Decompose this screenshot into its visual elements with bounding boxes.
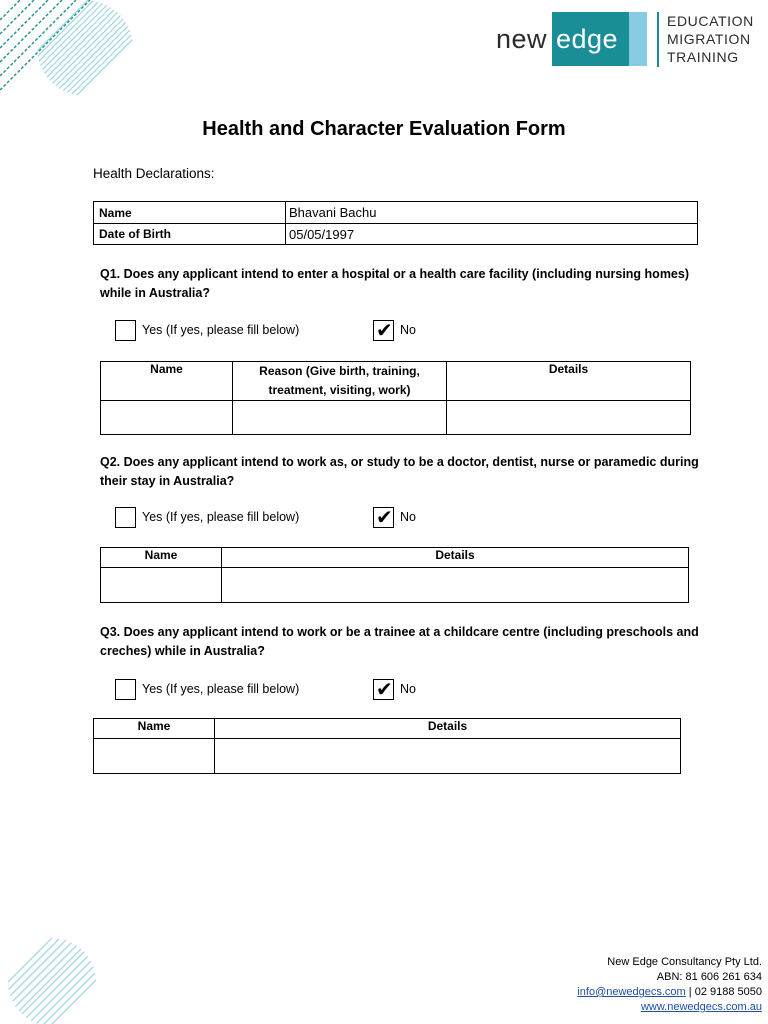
q1-no-checkbox[interactable] [373,320,394,341]
q1-no-label: No [400,323,416,337]
footer-email-link[interactable]: info@newedgecs.com [577,986,686,998]
question-3-text: Q3. Does any applicant intend to work or be a trainee at a childcare centre (including preschools and creches) while in Australia? [100,625,699,658]
q2-header-details: Details [222,548,689,568]
corner-pattern-top [0,0,140,100]
q2-yes-label: Yes (If yes, please fill below) [142,510,300,524]
footer-company: New Edge Consultancy Pty Ltd. [607,956,762,968]
q1-header-reason: Reason (Give birth, training, treatment, visiting, work) [233,362,447,401]
footer-phone: 02 9188 5050 [694,986,762,998]
footer-contact [577,985,762,1000]
footer-website-link[interactable]: www.newedgecs.com.au [640,1001,762,1013]
q1-no-check-mark: ✔ [376,318,393,342]
applicant-name-label: Name [94,202,286,224]
q3-details-table [93,718,681,774]
applicant-name-field[interactable]: Bhavani Bachu [286,202,698,224]
q1-header-details: Details [447,362,691,401]
q1-reason-cell[interactable] [233,401,447,435]
question-1-text: Q1. Does any applicant intend to enter a hospital or a health care facility (including nursing homes) while in Australia? [100,267,689,300]
logo-tagline-education: EDUCATION [667,13,754,29]
corner-pattern-bottom [0,930,100,1024]
footer-separator: | [685,986,695,998]
q1-yes-label: Yes (If yes, please fill below) [142,323,300,337]
q2-yes-checkbox[interactable] [115,507,136,528]
logo-word-edge: edge [556,24,619,54]
q3-header-name: Name [94,719,215,739]
q3-yes-checkbox[interactable] [115,679,136,700]
q3-no-check-mark: ✔ [376,677,393,701]
q3-header-details: Details [215,719,681,739]
q1-details-table [100,361,691,435]
q1-header-name: Name [101,362,233,401]
logo-tagline-training: TRAINING [667,49,739,65]
q2-header-name: Name [101,548,222,568]
q3-yes-label: Yes (If yes, please fill below) [142,682,300,696]
logo-edge-tab [629,12,647,66]
applicant-dob-label: Date of Birth [94,224,286,245]
logo-divider [657,12,659,67]
q2-no-checkbox[interactable] [373,507,394,528]
page-title: Health and Character Evaluation Form [202,118,566,140]
applicant-table [93,201,698,245]
section-label: Health Declarations: [93,166,215,181]
q2-no-check-mark: ✔ [376,505,393,529]
logo-tagline-migration: MIGRATION [667,31,751,47]
footer [577,955,762,1015]
applicant-dob-field[interactable]: 05/05/1997 [286,224,698,245]
footer-abn: ABN: 81 606 261 634 [656,971,762,983]
q1-details-cell[interactable] [447,401,691,435]
q2-details-cell[interactable] [222,568,689,603]
q1-name-cell[interactable] [101,401,233,435]
q3-no-checkbox[interactable] [373,679,394,700]
question-2-text: Q2. Does any applicant intend to work as, or study to be a doctor, dentist, nurse or paramedic during their stay in Australia? [100,455,699,488]
q1-yes-checkbox[interactable] [115,320,136,341]
q3-details-cell[interactable] [215,739,681,774]
q2-no-label: No [400,510,416,524]
q2-details-table [100,547,689,603]
q3-no-label: No [400,682,416,696]
q2-name-cell[interactable] [101,568,222,603]
q3-name-cell[interactable] [94,739,215,774]
logo-word-new: new [496,24,548,54]
